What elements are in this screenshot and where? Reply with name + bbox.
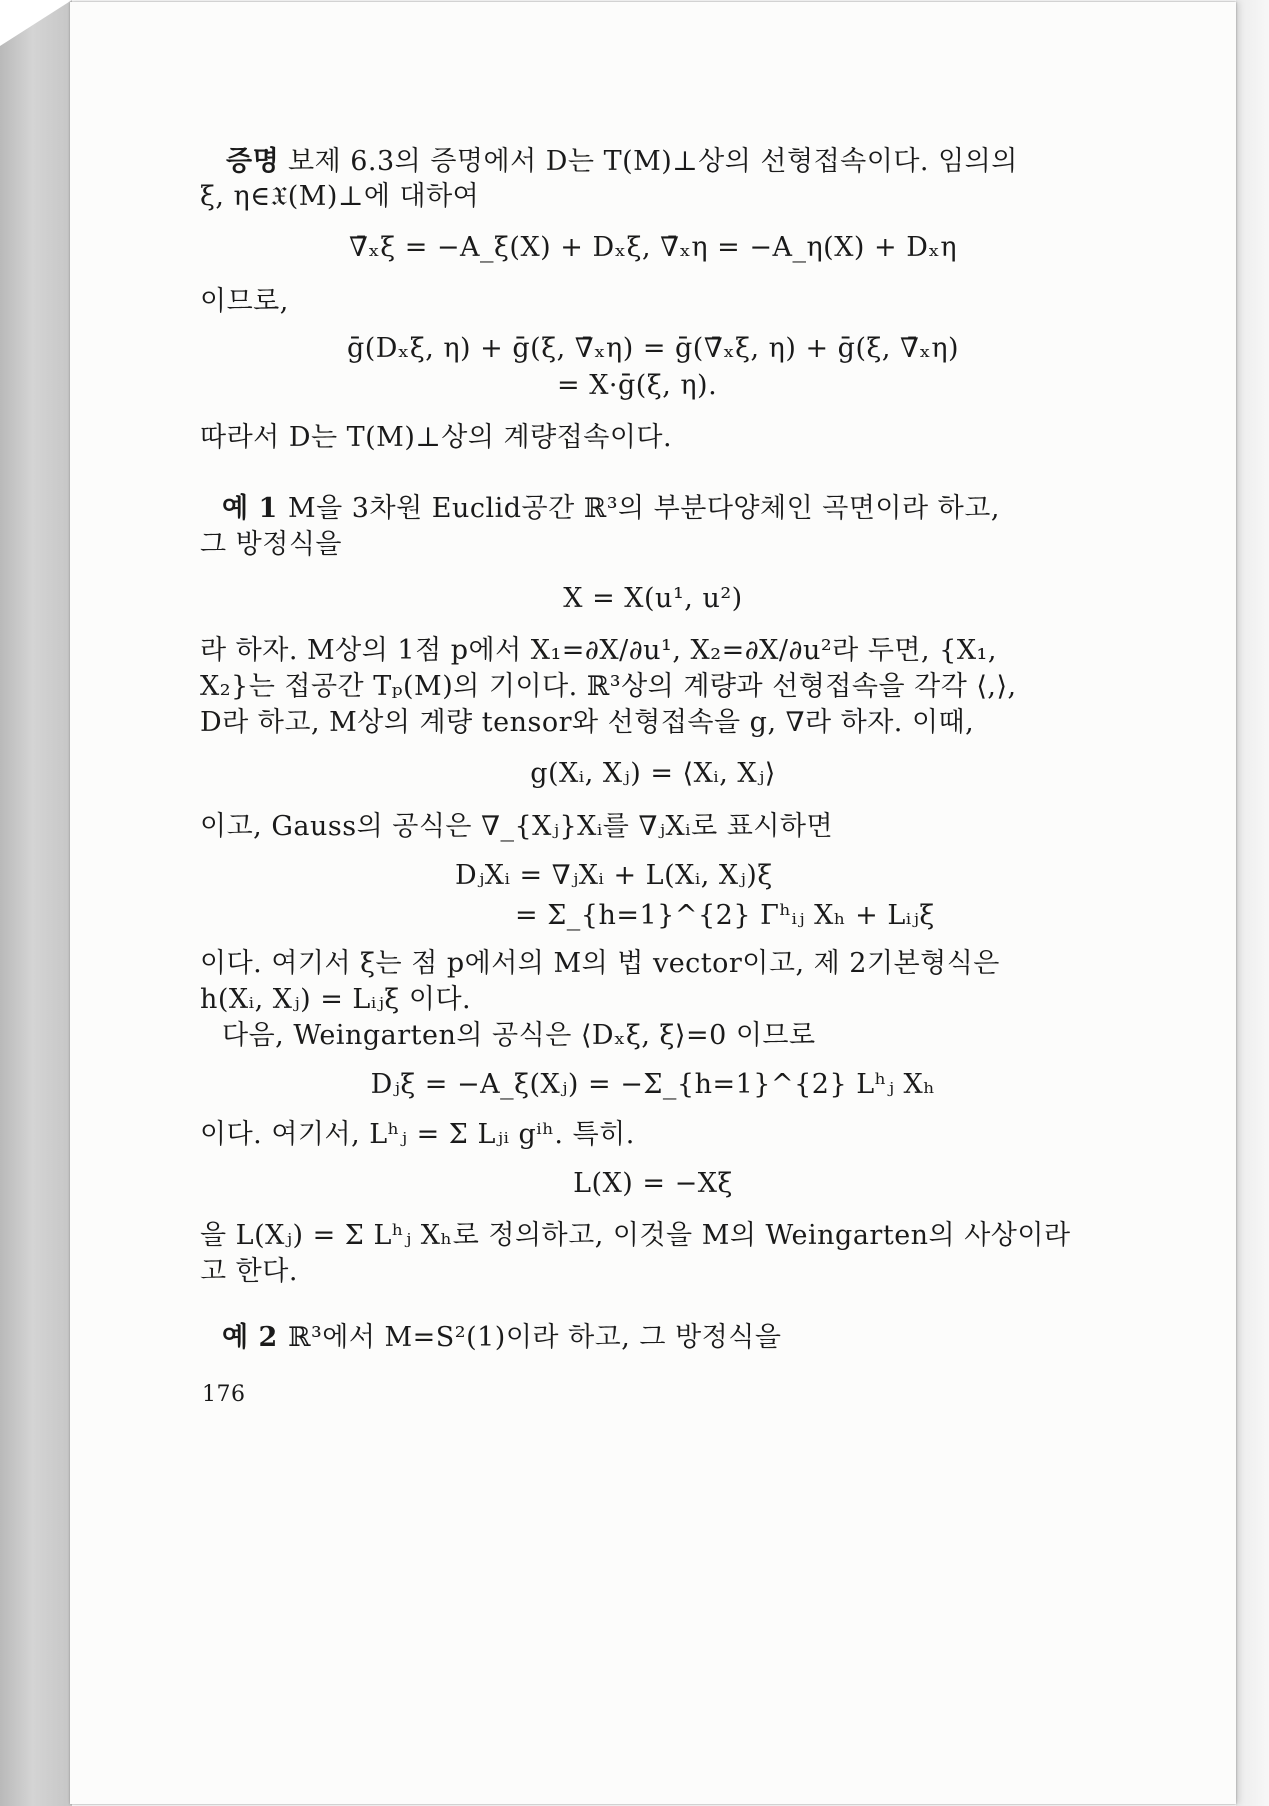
example-1-label: 예 1 xyxy=(222,493,278,524)
paragraph-4-line: 이다. 여기서, Lʰⱼ = Σ Lⱼᵢ gⁱʰ. 특히. xyxy=(200,1119,635,1150)
paragraph-2-line-1: 라 하자. M상의 1점 p에서 X₁=∂X/∂u¹, X₂=∂X/∂u²라 두면, {X₁, xyxy=(200,635,997,666)
paragraph-5-line-1: 을 L(Xⱼ) = Σ Lʰⱼ Xₕ로 정의하고, 이것을 M의 Weingarten의 사상이라 xyxy=(200,1220,1071,1251)
conclusion-line: 따라서 D는 T(M)⊥상의 계량접속이다. xyxy=(200,422,673,453)
equation-g-line-2: = X·ḡ(ξ, η). xyxy=(557,370,718,401)
proof-label: 증명 xyxy=(226,146,280,177)
equation-weingarten: Dⱼξ = −A_ξ(Xⱼ) = −Σ_{h=1}^{2} Lʰⱼ Xₕ xyxy=(370,1069,936,1100)
example-2-label: 예 2 xyxy=(222,1322,278,1353)
equation-nabla: ∇̄ₓξ = −A_ξ(X) + Dₓξ, ∇̄ₓη = −A_η(X) + Dₓη xyxy=(348,232,958,263)
gauss-line: 이고, Gauss의 공식은 ∇_{Xⱼ}Xᵢ를 ∇ⱼXᵢ로 표시하면 xyxy=(200,811,834,842)
example-1-line-1: M을 3차원 Euclid공간 ℝ³의 부분다양체인 곡면이라 하고, xyxy=(288,493,1000,524)
paragraph-2-line-2: X₂}는 접공간 Tₚ(M)의 기이다. ℝ³상의 계량과 선형접속을 각각 ⟨,⟩, xyxy=(200,671,1017,702)
equation-gauss-line-2: = Σ_{h=1}^{2} Γʰᵢⱼ Xₕ + Lᵢⱼξ xyxy=(515,900,935,931)
book-spine-edge xyxy=(0,0,72,1806)
proof-line-2: ξ, η∈𝔛(M)⊥에 대하여 xyxy=(200,181,480,212)
equation-x: X = X(u¹, u²) xyxy=(563,583,743,614)
text-imeuro: 이므로, xyxy=(200,286,289,317)
paragraph-2-line-3: D라 하고, M상의 계량 tensor와 선형접속을 g, ∇라 하자. 이때, xyxy=(200,707,975,738)
paragraph-3-line-2: h(Xᵢ, Xⱼ) = Lᵢⱼξ 이다. xyxy=(200,984,472,1015)
example-2-line: ℝ³에서 M=S²(1)이라 하고, 그 방정식을 xyxy=(288,1322,782,1353)
equation-g-line-1: ḡ(Dₓξ, η) + ḡ(ξ, ∇̄ₓη) = ḡ(∇̄ₓξ, η) + ḡ(ξ, ∇̄ₓη) xyxy=(346,333,960,364)
book-page xyxy=(70,2,1236,1804)
equation-gauss-line-1: DⱼXᵢ = ∇ⱼXᵢ + L(Xᵢ, Xⱼ)ξ xyxy=(455,860,773,891)
book-page-edge xyxy=(1236,0,1269,1806)
proof-line-1: 보제 6.3의 증명에서 D는 T(M)⊥상의 선형접속이다. 임의의 xyxy=(288,146,1018,177)
paragraph-5-line-2: 고 한다. xyxy=(200,1256,298,1287)
page-number: 176 xyxy=(202,1382,246,1407)
example-1-line-2: 그 방정식을 xyxy=(200,529,342,560)
weingarten-line: 다음, Weingarten의 공식은 ⟨Dₓξ, ξ⟩=0 이므로 xyxy=(222,1020,816,1051)
equation-l: L(X) = −Xξ xyxy=(573,1168,733,1199)
paragraph-3-line-1: 이다. 여기서 ξ는 점 p에서의 M의 법 vector이고, 제 2기본형식은 xyxy=(200,948,1000,979)
equation-metric: g(Xᵢ, Xⱼ) = ⟨Xᵢ, Xⱼ⟩ xyxy=(530,758,776,789)
